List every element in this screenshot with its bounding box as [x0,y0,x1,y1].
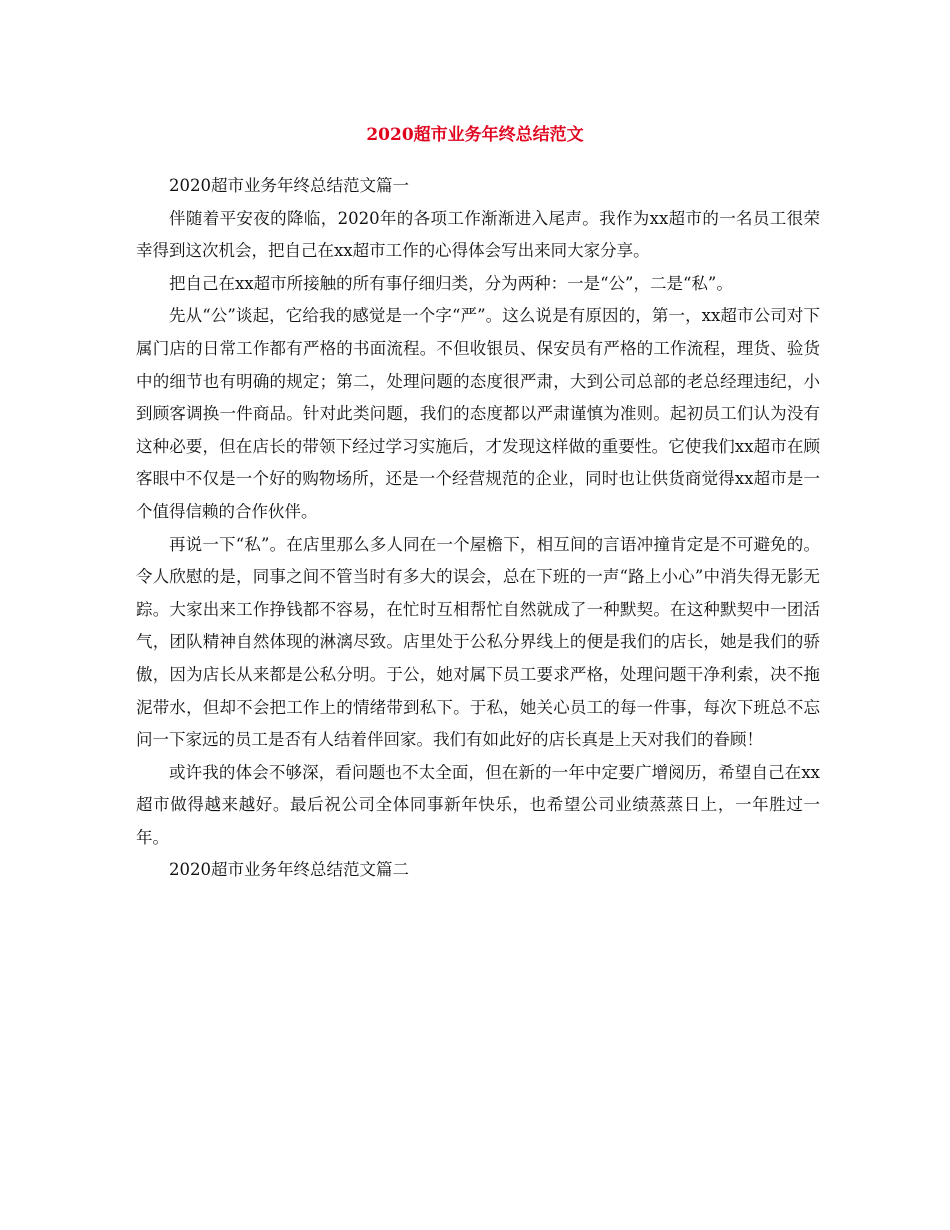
paragraph-public: 先从“公”谈起，它给我的感觉是一个字“严”。这么说是有原因的，第一，xx超市公司对下属门店的日常工作都有严格的书面流程。不但收银员、保安员有严格的工作流程，理货、验货中的细节也有明确的规定；第二，处理问题的态度很严肃，大到公司总部的老总经理违纪，小到顾客调换一件商品。针对此类问题，我们的态度都以严肃谨慎为准则。起初员工们认为没有这种必要，但在店长的带领下经过学习实施后，才发现这样做的重要性。它使我们xx超市在顾客眼中不仅是一个好的购物场所，还是一个经营规范的企业，同时也让供货商觉得xx超市是一个值得信赖的合作伙伴。 [136,306,820,521]
paragraph-private: 再说一下“私”。在店里那么多人同在一个屋檐下，相互间的言语冲撞肯定是不可避免的。令人欣慰的是，同事之间不管当时有多大的误会，总在下班的一声“路上小心”中消失得无影无踪。大家出来工作挣钱都不容易，在忙时互相帮忙自然就成了一种默契。在这种默契中一团活气，团队精神自然体现的淋漓尽致。店里处于公私分界线上的便是我们的店长，她是我们的骄傲，因为店长从来都是公私分明。于公，她对属下员工要求严格，处理问题干净利索，决不拖泥带水，但却不会把工作上的情绪带到私下。于私，她关心员工的每一件事，每次下班总不忘问一下家远的员工是否有人结着伴回家。我们有如此好的店长真是上天对我们的眷顾！ [136,534,820,750]
paragraph-closing: 或许我的体会不够深，看问题也不太全面，但在新的一年中定要广增阅历，希望自己在xx超市做得越来越好。最后祝公司全体同事新年快乐，也希望公司业绩蒸蒸日上，一年胜过一年。 [136,762,820,847]
document-title: 2020超市业务年终总结范文 [366,125,584,145]
document-body [136,170,820,887]
section-heading-part-two: 2020超市业务年终总结范文篇二 [169,860,409,880]
paragraph-intro: 伴随着平安夜的降临，2020年的各项工作渐渐进入尾声。我作为xx超市的一名员工很荣幸得到这次机会，把自己在xx超市工作的心得体会写出来同大家分享。 [136,208,820,261]
section-heading-part-one: 2020超市业务年终总结范文篇一 [169,176,409,195]
paragraph-categories: 把自己在xx超市所接触的所有事仔细归类，分为两种：一是“公”，二是“私”。 [169,273,733,293]
